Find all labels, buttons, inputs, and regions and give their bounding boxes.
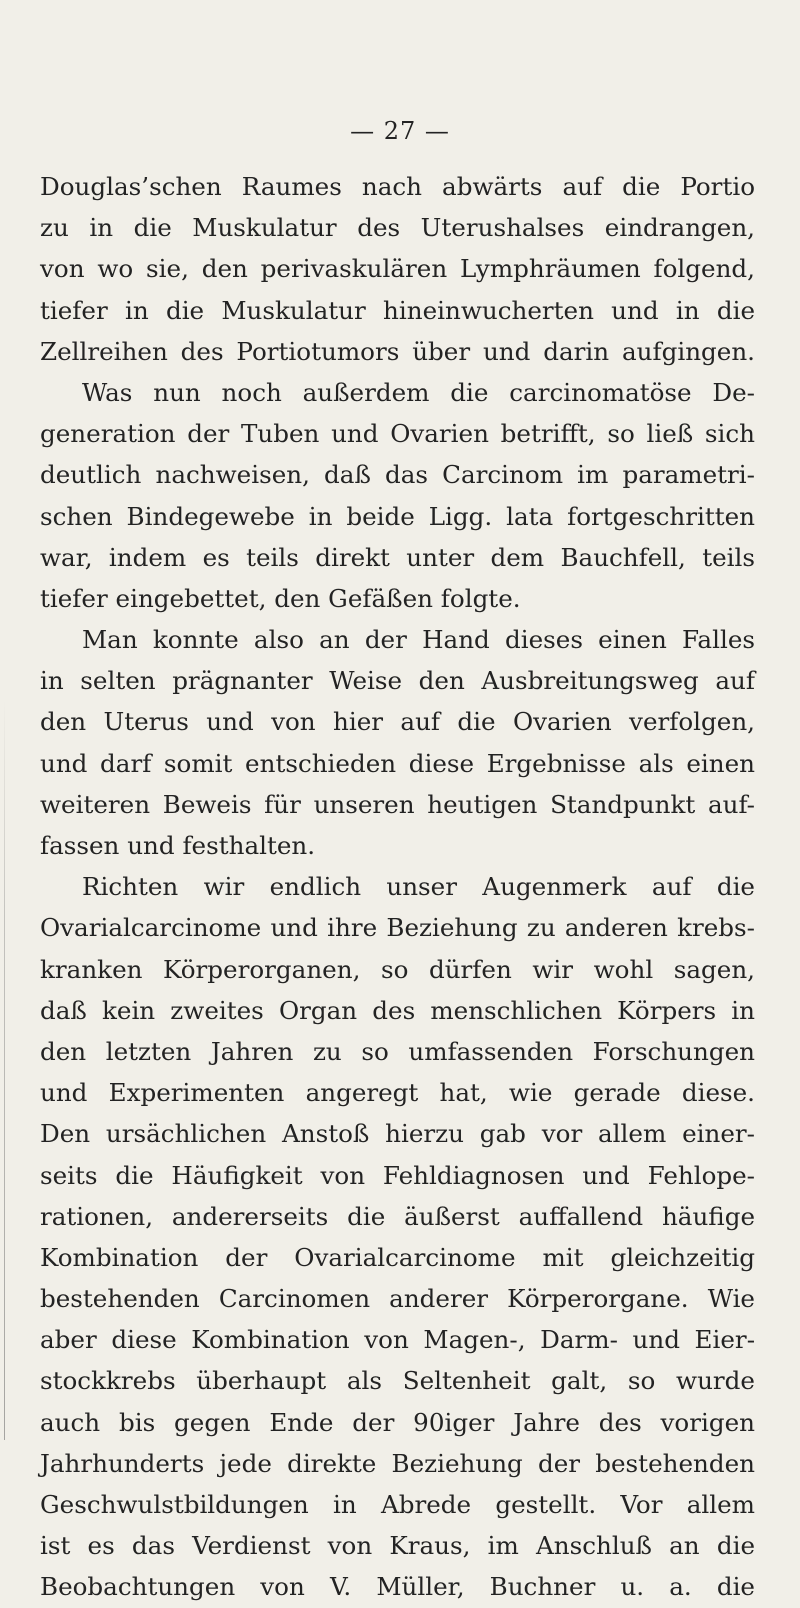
text-line: in selten prägnanter Weise den Ausbreitungsweg auf <box>40 666 755 696</box>
paragraph-start-line: Was nun noch außerdem die carcinomatöse De- <box>82 377 755 407</box>
text-line: Jahrhunderts jede direkte Beziehung der bestehenden <box>40 1448 755 1478</box>
text-line: Kombination der Ovarialcarcinome mit gleichzeitig <box>40 1242 755 1272</box>
text-line: Beobachtungen von V. Müller, Buchner u. a. die <box>40 1572 755 1602</box>
text-line: weiteren Beweis für unseren heutigen Standpunkt auf- <box>40 789 755 819</box>
text-line: und Experimenten angeregt hat, wie gerade diese. <box>40 1078 755 1108</box>
page-number: — 27 — <box>350 117 450 145</box>
paragraph-start-line: Man konnte also an der Hand dieses einen Falles <box>82 625 755 655</box>
text-line: zu in die Muskulatur des Uterushalses eindrangen, <box>40 213 755 243</box>
text-line: den Uterus und von hier auf die Ovarien verfolgen, <box>40 707 755 737</box>
text-line: Douglas’schen Raumes nach abwärts auf die Portio <box>40 172 755 201</box>
text-line: bestehenden Carcinomen anderer Körperorgane. Wie <box>40 1284 755 1314</box>
text-line: stockkrebs überhaupt als Seltenheit galt, so wurde <box>40 1366 755 1396</box>
text-line: von wo sie, den perivaskulären Lymphräumen folgend, <box>40 254 755 284</box>
page-edge-shadow <box>4 700 5 1440</box>
paragraph-end-line: fassen und festhalten. <box>40 831 316 860</box>
text-line: seits die Häufigkeit von Fehldiagnosen und Fehlope- <box>40 1160 755 1190</box>
text-line: deutlich nachweisen, daß das Carcinom im parametri- <box>40 460 755 490</box>
text-line: generation der Tuben und Ovarien betrifft, so ließ sich <box>40 419 755 449</box>
text-line: kranken Körperorganen, so dürfen wir wohl sagen, <box>40 954 755 984</box>
text-line: aber diese Kombination von Magen-, Darm- und Eier- <box>40 1325 755 1355</box>
body-text <box>40 166 755 1608</box>
text-line: Ovarialcarcinome und ihre Beziehung zu anderen krebs- <box>40 913 755 943</box>
text-line: daß kein zweites Organ des menschlichen Körpers in <box>40 995 755 1025</box>
text-line: den letzten Jahren zu so umfassenden Forschungen <box>40 1036 755 1066</box>
text-line: und darf somit entschieden diese Ergebnisse als einen <box>40 748 755 778</box>
text-line: war, indem es teils direkt unter dem Bauchfell, teils <box>40 542 755 572</box>
text-line: Zellreihen des Portiotumors über und darin aufgingen. <box>40 336 755 366</box>
text-line: tiefer in die Muskulatur hineinwucherten und in die <box>40 295 755 325</box>
paragraph-end-line: tiefer eingebettet, den Gefäßen folgte. <box>40 583 521 613</box>
text-line: schen Bindegewebe in beide Ligg. lata fortgeschritten <box>40 501 755 531</box>
text-line: Den ursächlichen Anstoß hierzu gab vor allem einer- <box>40 1119 755 1149</box>
text-line: Geschwulstbildungen in Abrede gestellt. Vor allem <box>40 1490 755 1519</box>
paragraph-start-line: Richten wir endlich unser Augenmerk auf die <box>82 872 755 902</box>
text-line: auch bis gegen Ende der 90iger Jahre des vorigen <box>40 1407 755 1437</box>
text-line: rationen, andererseits die äußerst auffallend häufige <box>40 1201 755 1231</box>
text-line: ist es das Verdienst von Kraus, im Anschluß an die <box>40 1531 755 1561</box>
